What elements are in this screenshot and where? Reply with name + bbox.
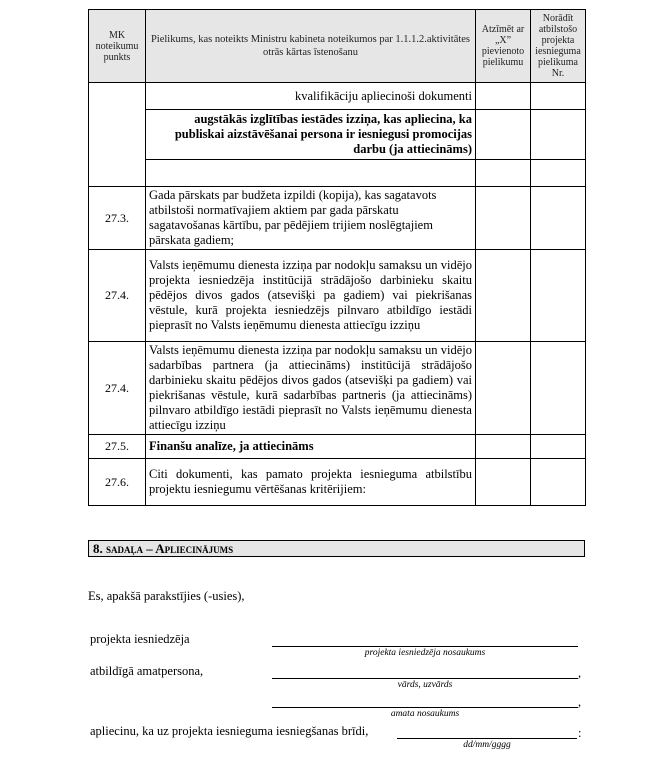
section-prefix: 8. [93, 541, 106, 556]
number-cell[interactable] [531, 110, 586, 160]
header-description: Pielikums, kas noteikts Ministru kabineta noteikumos par 1.1.1.2.aktivitātes otrās kārtas īstenošanu [146, 10, 476, 83]
row-text: Finanšu analīze, ja attiecināms [146, 435, 476, 459]
sub-row-text: augstākās izglītības iestādes izziņa, kas apliecina, ka publiskai aizstāvēšanai persona ir iesniegusi promocijas darbu (ja attiecināms) [146, 110, 476, 160]
section-title [88, 540, 585, 557]
table-row [89, 435, 586, 459]
mark-cell[interactable] [476, 435, 531, 459]
header-mk: MK noteikumu punkts [89, 10, 146, 83]
number-cell[interactable] [531, 435, 586, 459]
position-caption: amata nosaukums [390, 709, 460, 719]
mark-cell[interactable] [476, 250, 531, 342]
row-number: 27.6. [89, 459, 146, 506]
number-cell[interactable] [531, 459, 586, 506]
mark-cell[interactable] [476, 83, 531, 110]
row-number: 27.4. [89, 250, 146, 342]
confirm-label: apliecinu, ka uz projekta iesnieguma iesniegšanas brīdi, [90, 724, 369, 738]
number-cell[interactable] [531, 342, 586, 435]
sub-row-text: kvalifikāciju apliecinoši dokumenti [146, 83, 476, 110]
row-number: 27.3. [89, 187, 146, 250]
row-text: Valsts ieņēmumu dienesta izziņa par nodokļu samaksu un vidējo sadarbības partnera (ja attiecināms) institūcijā strādājošo darbinieku skaitu pēdējos divos gados (atsevišķi pa gadiem) vai piekrišanas vēstule, kurā sadarbības partneris (ja attiecināms) pilnvaro atbildīgo iestādi pieprasīt no Valsts ieņēmumu dienesta attiecīgu izziņu [146, 342, 476, 435]
table-row [89, 459, 586, 506]
number-cell[interactable] [531, 83, 586, 110]
table-row [89, 110, 586, 160]
official-caption: vārds, uzvārds [397, 680, 453, 690]
empty-cell [89, 160, 146, 187]
comma: , [578, 695, 582, 709]
table-row [89, 250, 586, 342]
applicant-caption: projekta iesniedzēja nosaukums [364, 648, 486, 658]
row-text: Gada pārskats par budžeta izpildi (kopija), kas sagatavots atbilstoši normatīvajiem aktiem par gada pārskatu sagatavošanas kārtību, par pēdējiem trijiem noslēgtajiem pārskata gadiem; [146, 187, 476, 250]
mark-cell[interactable] [476, 160, 531, 187]
mark-cell[interactable] [476, 110, 531, 160]
attachments-table [88, 9, 586, 506]
comma: , [578, 666, 582, 680]
row-number: 27.5. [89, 435, 146, 459]
table-row [89, 83, 586, 110]
row-text: Citi dokumenti, kas pamato projekta iesnieguma atbilstību projektu iesniegumu vērtēšanas kritērijiem: [146, 459, 476, 506]
mark-cell[interactable] [476, 187, 531, 250]
table-row [89, 187, 586, 250]
section-title-text: sadaļa – Apliecinājums [106, 541, 234, 556]
mark-cell[interactable] [476, 342, 531, 435]
table-row [89, 342, 586, 435]
header-mark: Atzīmēt ar „X” pievienoto pielikumu [476, 10, 531, 83]
number-cell[interactable] [531, 160, 586, 187]
header-number: Norādīt atbilstošo projekta iesnieguma pielikuma Nr. [531, 10, 586, 83]
official-label: atbildīgā amatpersona, [90, 664, 204, 678]
position-line[interactable] [272, 707, 578, 708]
mark-cell[interactable] [476, 459, 531, 506]
date-line[interactable] [397, 738, 577, 739]
number-cell[interactable] [531, 187, 586, 250]
intro-text: Es, apakšā parakstījies (-usies), [88, 589, 245, 603]
applicant-name-line[interactable] [272, 646, 578, 647]
colon: : [578, 726, 582, 740]
applicant-label: projekta iesniedzēja [90, 632, 190, 646]
number-cell[interactable] [531, 250, 586, 342]
row-text: Valsts ieņēmumu dienesta izziņa par nodokļu samaksu un vidējo projekta iesniedzēja institūcijā strādājošo darbinieku skaitu pēdējos divos gados (atsevišķi pa gadiem) vai piekrišanas vēstule, kurā projekta iesniedzējs pilnvaro atbildīgo iestādi pieprasīt no Valsts ieņēmumu dienesta attiecīgu izziņu [146, 250, 476, 342]
official-name-line[interactable] [272, 678, 578, 679]
empty-cell [89, 83, 146, 110]
sub-row-text [146, 160, 476, 187]
empty-cell [89, 110, 146, 160]
table-header-row [89, 10, 586, 83]
table-row [89, 160, 586, 187]
date-caption: dd/mm/gggg [463, 740, 511, 750]
row-number: 27.4. [89, 342, 146, 435]
